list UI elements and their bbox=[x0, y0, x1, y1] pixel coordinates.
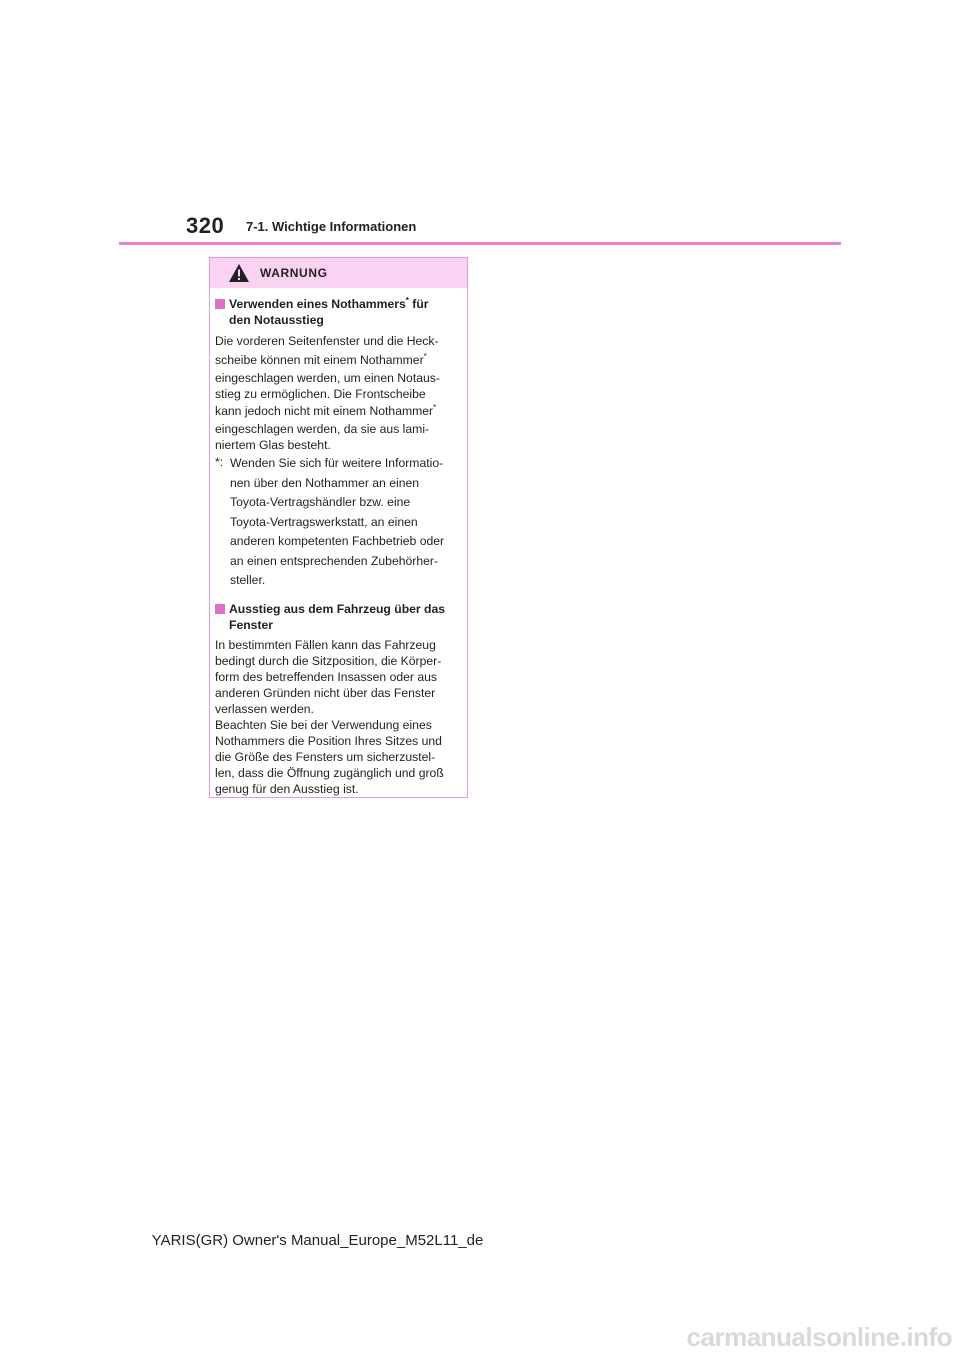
body-line: Beachten Sie bei der Verwendung eines bbox=[215, 717, 432, 732]
body-line: anderen Gründen nicht über das Fenster bbox=[215, 685, 436, 700]
footnote-line: an einen entsprechenden Zubehörher- bbox=[230, 553, 439, 568]
heading-line: Fenster bbox=[229, 617, 274, 632]
body-line: niertem Glas besteht. bbox=[215, 438, 331, 452]
body-line: In bestimmten Fällen kann das Fahrzeug bbox=[215, 637, 436, 652]
heading-line: Ausstieg aus dem Fahrzeug über das bbox=[229, 601, 446, 616]
warning-box bbox=[209, 257, 468, 798]
warning-title: WARNUNG bbox=[260, 266, 328, 280]
footnote-line: Toyota-Vertragshändler bzw. eine bbox=[230, 495, 411, 509]
section-title: 7-1. Wichtige Informationen bbox=[246, 219, 417, 234]
body-line: verlassen werden. bbox=[215, 701, 314, 716]
section-body bbox=[215, 637, 457, 797]
body-line: eingeschlagen werden, da sie aus lami- bbox=[215, 422, 430, 436]
square-bullet-icon bbox=[215, 604, 225, 614]
footnote bbox=[215, 454, 457, 591]
footnote-line: steller. bbox=[230, 573, 266, 587]
heading-line: Verwenden eines Nothammers bbox=[229, 297, 406, 311]
body-line: Die vorderen Seitenfenster und die Heck- bbox=[215, 334, 439, 348]
footer-manual-id: YARIS(GR) Owner's Manual_Europe_M52L11_de bbox=[151, 1232, 484, 1249]
footnote-mark: *: bbox=[215, 455, 224, 469]
body-line: kann jedoch nicht mit einem Nothammer bbox=[215, 404, 434, 418]
footnote-line: Wenden Sie sich für weitere Informatio- bbox=[230, 456, 444, 470]
section-heading-emergency-hammer: Verwenden eines Nothammers* für den Notausstieg bbox=[215, 296, 457, 328]
body-line: stieg zu ermöglichen. Die Frontscheibe bbox=[215, 387, 426, 401]
section-heading-exit-window bbox=[215, 601, 457, 633]
body-line: bedingt durch die Sitzposition, die Körper- bbox=[215, 653, 442, 668]
body-line: len, dass die Öffnung zugänglich und groß bbox=[215, 765, 444, 780]
body-line: scheibe können mit einem Nothammer bbox=[215, 353, 424, 367]
square-bullet-icon bbox=[215, 299, 225, 309]
warning-body bbox=[210, 288, 467, 797]
header-divider bbox=[119, 242, 841, 245]
heading-line: den Notausstieg bbox=[229, 313, 324, 327]
section-body: Die vorderen Seitenfenster und die Heck- scheibe können mit einem Nothammer* eingeschlagen werden, um einen Notaus- stieg zu ermöglichen. Die Frontscheibe kann jedoch nicht mit einem Nothammer* eingeschlagen werden, da sie aus lami- niertem Glas besteht. bbox=[215, 332, 457, 453]
body-line: eingeschlagen werden, um einen Notaus- bbox=[215, 371, 440, 385]
body-line: genug für den Ausstieg ist. bbox=[215, 781, 359, 796]
warning-header bbox=[210, 258, 467, 288]
footnote-line: Toyota-Vertragswerkstatt, an einen bbox=[230, 514, 418, 529]
footnote-line: nen über den Nothammer an einen bbox=[230, 475, 420, 490]
page-number: 320 bbox=[186, 213, 225, 238]
watermark: carmanualsonline.info bbox=[686, 1322, 952, 1352]
warning-triangle-icon bbox=[228, 263, 250, 283]
footnote-line: anderen kompetenten Fachbetrieb oder bbox=[230, 534, 445, 548]
body-line: die Größe des Fensters um sicherzustel- bbox=[215, 749, 436, 764]
body-line: form des betreffenden Insassen oder aus bbox=[215, 669, 437, 684]
body-line: Nothammers die Position Ihres Sitzes und bbox=[215, 733, 442, 748]
